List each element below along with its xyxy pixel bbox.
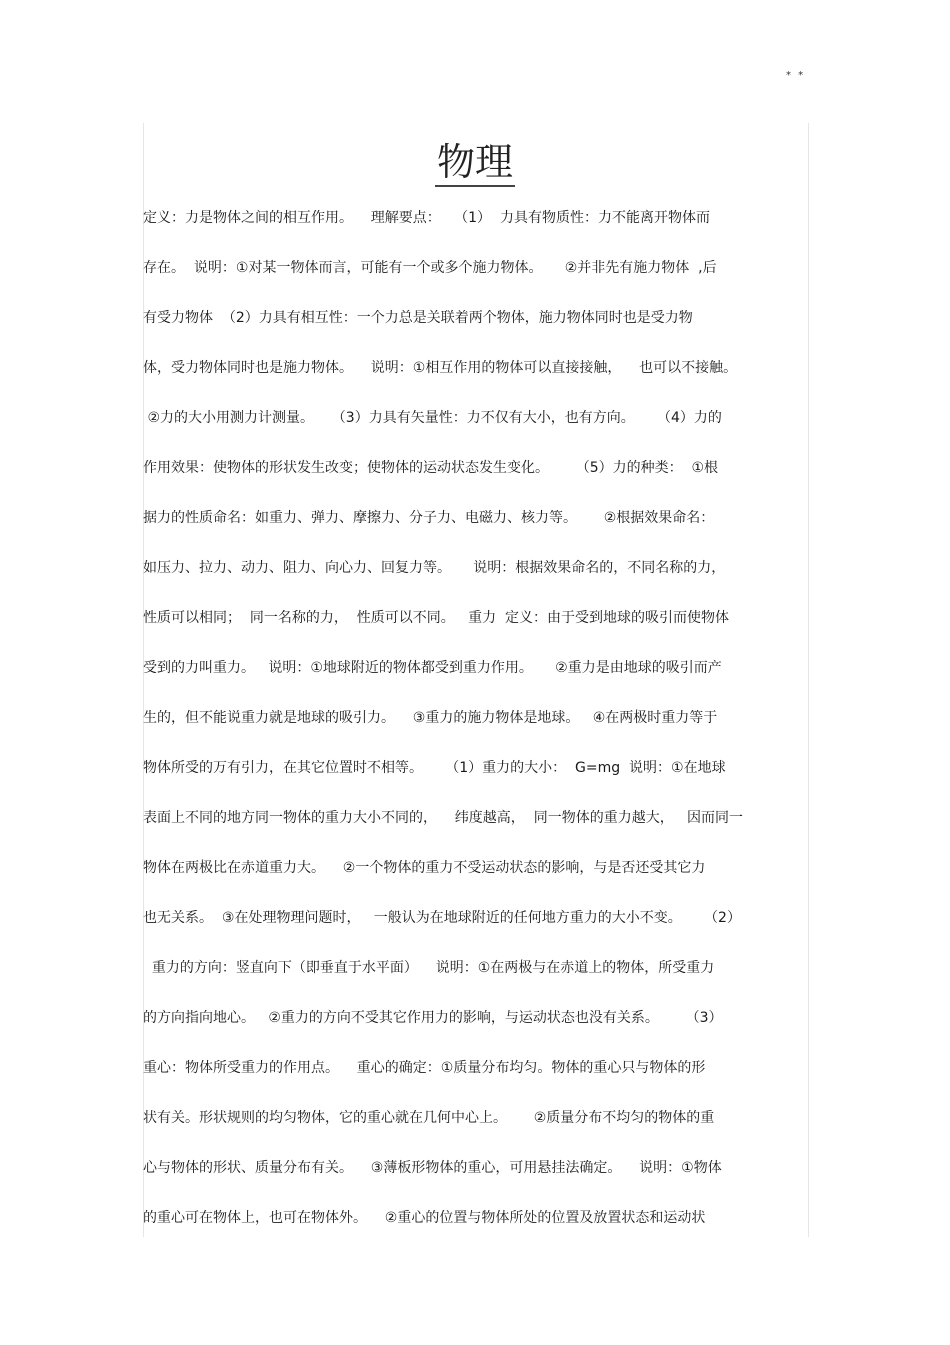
text-line: ②力的大小用测力计测量。 （3）力具有矢量性：力不仅有大小，也有方向。 （4）力的	[143, 410, 722, 426]
text-line: 的重心可在物体上，也可在物体外。 ②重心的位置与物体所处的位置及放置状态和运动状	[143, 1210, 706, 1226]
text-line: 物体在两极比在赤道重力大。 ②一个物体的重力不受运动状态的影响，与是否还受其它力	[143, 860, 706, 876]
text-line: 性质可以相同； 同一名称的力， 性质可以不同。 重力 定义：由于受到地球的吸引而使物体	[143, 610, 730, 626]
text-line: 的方向指向地心。 ②重力的方向不受其它作用力的影响，与运动状态也没有关系。 （3）	[143, 1010, 723, 1026]
text-line: 状有关。形状规则的均匀物体，它的重心就在几何中心上。 ②质量分布不均匀的物体的重	[143, 1110, 715, 1126]
document-body	[143, 203, 807, 1253]
text-line: 存在。 说明：①对某一物体而言，可能有一个或多个施力物体。 ②并非先有施力物体 ,后	[143, 260, 717, 276]
text-line: 重力的方向：竖直向下（即垂直于水平面） 说明：①在两极与在赤道上的物体，所受重力	[143, 960, 715, 976]
text-line: 生的，但不能说重力就是地球的吸引力。 ③重力的施力物体是地球。 ④在两极时重力等于	[143, 710, 718, 726]
page-title	[0, 138, 950, 187]
text-line: 有受力物体 （2）力具有相互性：一个力总是关联着两个物体，施力物体同时也是受力物	[143, 310, 693, 326]
text-line: 作用效果：使物体的形状发生改变；使物体的运动状态发生变化。 （5）力的种类： ①根	[143, 460, 719, 476]
text-line: 据力的性质命名：如重力、弹力、摩擦力、分子力、电磁力、核力等。 ②根据效果命名：	[143, 510, 715, 526]
text-line: 也无关系。 ③在处理物理问题时， 一般认为在地球附近的任何地方重力的大小不变。 （2）	[143, 910, 741, 926]
text-line: 表面上不同的地方同一物体的重力大小不同的， 纬度越高， 同一物体的重力越大， 因而同一	[143, 810, 744, 826]
text-line: 受到的力叫重力。 说明：①地球附近的物体都受到重力作用。 ②重力是由地球的吸引而产	[143, 660, 722, 676]
text-line: 重心：物体所受重力的作用点。 重心的确定：①质量分布均匀。物体的重心只与物体的形	[143, 1060, 706, 1076]
header-mark: * *	[786, 70, 806, 81]
text-line: 体，受力物体同时也是施力物体。 说明：①相互作用的物体可以直接接触， 也可以不接触。	[143, 360, 738, 376]
text-line: 定义：力是物体之间的相互作用。 理解要点： （1） 力具有物质性：力不能离开物体而	[143, 210, 710, 226]
page-title-text: 物理	[435, 140, 515, 187]
text-line: 物体所受的万有引力，在其它位置时不相等。 （1）重力的大小： G=mg 说明：①在地球	[143, 760, 726, 776]
text-line: 心与物体的形状、质量分布有关。 ③薄板形物体的重心，可用悬挂法确定。 说明：①物体	[143, 1160, 722, 1176]
text-line: 如压力、拉力、动力、阻力、向心力、回复力等。 说明：根据效果命名的，不同名称的力，	[143, 560, 726, 576]
